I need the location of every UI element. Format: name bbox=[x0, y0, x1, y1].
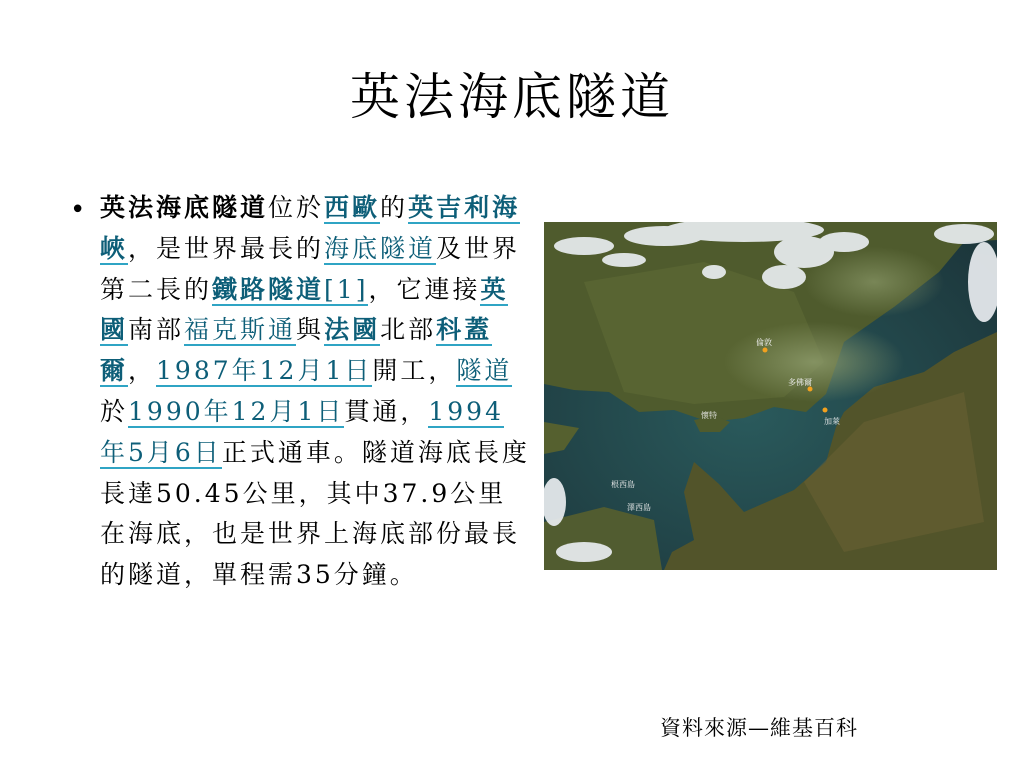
link-undersea-tunnel[interactable]: 海底隧道 bbox=[324, 233, 437, 263]
satellite-map-image bbox=[544, 222, 997, 570]
text-segment: 開工， bbox=[372, 356, 457, 386]
text-segment: 貫通， bbox=[344, 396, 429, 426]
link-english-channel[interactable]: 英吉利海峽 bbox=[100, 193, 521, 263]
map-label-dover: 多佛爾 bbox=[788, 378, 812, 387]
text-segment: 與 bbox=[296, 315, 325, 345]
term-channel-tunnel: 英法海底隧道 bbox=[100, 193, 269, 222]
map-label-jersey: 澤西島 bbox=[627, 503, 651, 512]
text-segment: 正式通車。隧道海底長度長達50.45公里，其中37.9公里在海底，也是世界上海底部份最長的隧道，單程需35分鐘。 bbox=[100, 437, 530, 590]
text-segment: ，它連接 bbox=[368, 274, 481, 304]
river-plume bbox=[724, 322, 904, 402]
slide-title: 英法海底隧道 bbox=[350, 68, 674, 126]
map-marker-dover bbox=[808, 387, 813, 392]
text-segment: 的 bbox=[380, 193, 409, 222]
map-label-guernsey: 根西島 bbox=[611, 480, 635, 489]
text-segment: ，是世界最長的 bbox=[128, 233, 325, 263]
link-western-europe[interactable]: 西歐 bbox=[324, 193, 381, 222]
text-segment: 於 bbox=[100, 396, 129, 426]
link-france[interactable]: 法國 bbox=[324, 315, 381, 345]
link-coquelles[interactable]: 科蓋爾 bbox=[100, 315, 493, 386]
link-reference-1[interactable]: [1] bbox=[324, 274, 369, 304]
link-folkestone[interactable]: 福克斯通 bbox=[184, 315, 297, 345]
map-label-calais: 加萊 bbox=[824, 417, 840, 426]
map-label-wight: 懷特 bbox=[701, 411, 717, 420]
bullet-dot: • bbox=[70, 195, 86, 225]
text-segment: 位於 bbox=[268, 193, 325, 222]
map-marker-calais bbox=[823, 408, 828, 413]
map-label-london: 倫敦 bbox=[756, 338, 772, 347]
source-credit: 資料來源—維基百科 bbox=[660, 716, 858, 740]
text-segment: 及世界第二長的 bbox=[100, 233, 521, 304]
bullet-text bbox=[100, 188, 530, 596]
text-segment: ， bbox=[128, 356, 157, 386]
text-segment: 北部 bbox=[380, 315, 437, 345]
link-tunnel[interactable]: 隧道 bbox=[456, 356, 513, 386]
link-date-breakthrough[interactable]: 1990年12月1日 bbox=[128, 396, 345, 426]
text-segment: 南部 bbox=[128, 315, 185, 345]
link-uk[interactable]: 英國 bbox=[100, 274, 509, 345]
map-marker-london bbox=[763, 348, 768, 353]
link-railway-tunnel[interactable]: 鐵路隧道 bbox=[212, 274, 325, 304]
link-date-start[interactable]: 1987年12月1日 bbox=[156, 356, 373, 386]
link-date-opening[interactable]: 1994年5月6日 bbox=[100, 396, 504, 467]
